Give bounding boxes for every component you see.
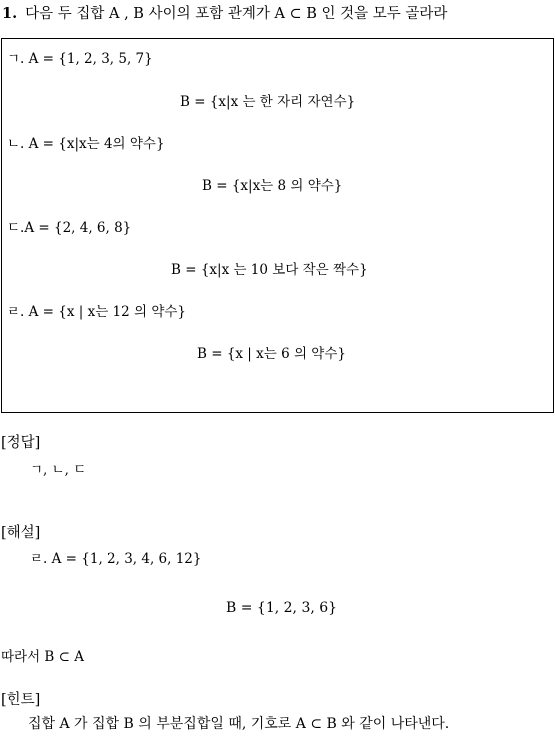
option-a-line-1: ㄱ. A = {1, 2, 3, 5, 7} (7, 51, 153, 67)
hint-text: 집합 A 가 집합 B 의 부분집합일 때, 기호로 A ⊂ B 와 같이 나타낸다. (28, 716, 450, 732)
option-b-line-1: B = {x|x 는 한 자리 자연수} (180, 94, 356, 110)
answer-title: [정답] (1, 435, 41, 451)
option-a-line-2: ㄴ. A = {x|x는 4의 약수} (7, 136, 165, 152)
option-a-line-4: ㄹ. A = {x | x는 12 의 약수} (7, 304, 187, 320)
answer-text: ㄱ, ㄴ, ㄷ (30, 462, 87, 478)
option-b-line-2: B = {x|x는 8 의 약수} (202, 178, 343, 194)
solution-line-1: ㄹ. A = {1, 2, 3, 4, 6, 12} (30, 551, 202, 567)
option-b-line-3: B = {x|x 는 10 보다 작은 짝수} (171, 262, 368, 278)
solution-line-3: 따라서 B ⊂ A (1, 649, 84, 665)
solution-line-2: B = {1, 2, 3, 6} (226, 600, 338, 616)
option-b-line-4: B = {x | x는 6 의 약수} (197, 346, 346, 362)
solution-title: [해설] (1, 525, 41, 541)
question-text: 다음 두 집합 A , B 사이의 포함 관계가 A ⊂ B 인 것을 모두 골라라 (25, 6, 448, 22)
question-number: 1. (2, 5, 18, 22)
option-a-line-3: ㄷ.A = {2, 4, 6, 8} (7, 220, 132, 236)
question-line (2, 6, 447, 23)
hint-title: [힌트] (1, 692, 41, 708)
